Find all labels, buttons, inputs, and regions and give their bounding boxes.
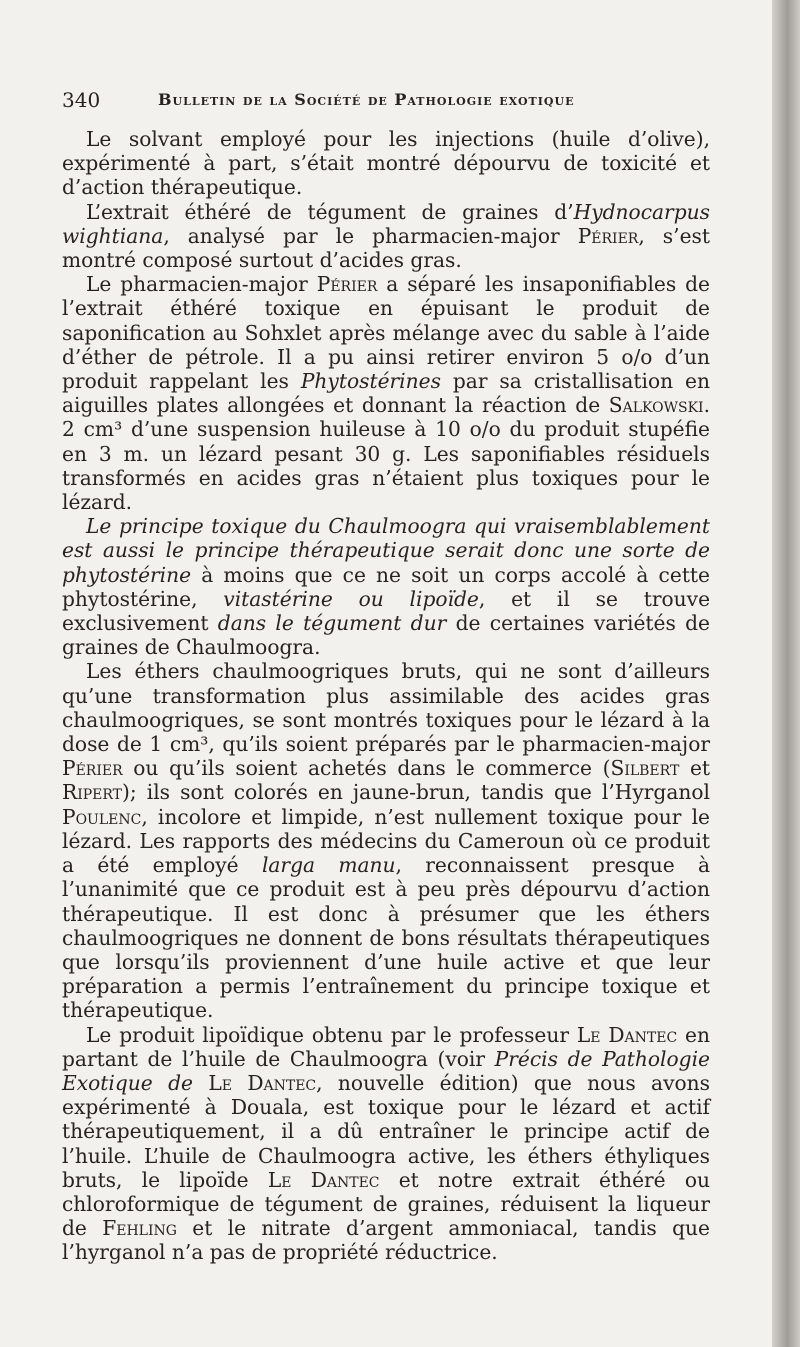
latin-larga-manu: larga manu <box>261 853 396 878</box>
p4-text-b: à moins que ce ne soit un corps accolé à cette phytostérine, <box>62 562 710 611</box>
author-le-dantec: Le Dantec <box>208 1070 317 1095</box>
p3-text-g: . 2 cm³ d’une suspension huileuse à 10 o/o du produit stupéfie en 3 m. un lézard pesant 30 g. Les saponifiables résiduels transformés en acides gras n’étaient plus toxiques pour le lézard. <box>62 393 710 515</box>
author-perier: Périer <box>62 756 123 781</box>
page-number: 340 <box>62 88 101 112</box>
name-poulenc: Poulenc <box>62 804 142 829</box>
author-salkowski: Salkowski <box>608 393 704 418</box>
p5-text-k: , reconnaissent presque à l’unanimité que ce produit est à peu près dépourvu d’action thérapeutique. Il est donc à présumer que les éthers chaulmoogriques ne donnent de bons résultats thérapeutiques que lorsqu’ils proviennent d’une huile active et que leur préparation a permis l’entraînement du principe toxique et thérapeutique. <box>62 853 710 1023</box>
paragraph-6 <box>62 1023 710 1265</box>
species-name: Hydnocarpus wightiana <box>62 199 710 248</box>
term-phytosterines: Phytostérines <box>300 369 441 394</box>
p6-text-e <box>193 1071 208 1095</box>
p6-text-c: en partant de l’huile de Chaulmoogra (voir <box>62 1022 711 1071</box>
p4-text-d: , et il se trouve exclusivement <box>62 586 711 636</box>
paragraph-2 <box>62 200 710 273</box>
p5-text-i: , incolore et limpide, n’est nullement toxique pour le lézard. Les rapports des médecins du Cameroun où ce produit a été employé <box>62 804 710 878</box>
p4-italic-e: dans le tégument dur <box>217 611 447 636</box>
p4-text-f: de certaines variétés de graines de Chaulmoogra. <box>62 611 710 660</box>
book-title: Précis de Pathologie Exotique de <box>62 1046 710 1095</box>
paragraph-4 <box>62 514 710 659</box>
p3-text-a: Le pharmacien-major <box>86 272 317 297</box>
page-gutter <box>772 0 800 1347</box>
paragraph-1-text: Le solvant employé pour les injections (huile d’olive), expérimenté à part, s’était montré dépourvu de toxicité et d’action thérapeutique. <box>62 127 710 200</box>
name-fehling: Fehling <box>102 1216 177 1241</box>
page-header <box>62 88 710 114</box>
paragraph-3 <box>62 272 710 514</box>
p4-italic-a: Le principe toxique du Chaulmoogra qui vraisemblablement est aussi le principe thérapeutique serait donc une sorte de phytostérine <box>62 514 710 587</box>
author-le-dantec: Le Dantec <box>576 1022 678 1047</box>
author-perier: Périer <box>577 223 639 248</box>
paragraph-1 <box>62 127 710 200</box>
paragraph-5 <box>62 659 710 1022</box>
p4-italic-c: vitastérine ou lipoïde <box>223 586 479 611</box>
p2-text-a: L’extrait éthéré de tégument de graines d’ <box>86 199 574 224</box>
name-silbert: Silbert <box>610 756 680 781</box>
p2-text-c: , analysé par le pharmacien-major <box>163 223 578 248</box>
p6-text-g: , nouvelle édition) que nous avons expérimenté à Douala, est toxique pour le lézard et actif thérapeutiquement, il a dû entraîner le principe actif de l’huile. L’huile de Chaulmoogra active, les éthers éthyliques bruts, le lipoïde <box>62 1070 710 1192</box>
p5-text-g: ); ils sont colorés en jaune-brun, tandis que l’Hyrganol <box>122 780 710 805</box>
p6-text-k: et le nitrate d’argent ammoniacal, tandis que l’hyrganol n’a pas de propriété réductrice. <box>62 1216 710 1265</box>
p5-text-e: et <box>679 756 710 781</box>
p3-text-e: par sa cristallisation en aiguilles plates allongées et donnant la réaction de <box>62 369 710 418</box>
p3-text-c: a séparé les insaponifiables de l’extrait éthéré toxique en épuisant le produit de saponification au Sohxlet après mélange avec du sable à l’aide d’éther de pétrole. Il a pu ainsi retirer environ 5 o/o d’un produit rappelant les <box>62 272 710 394</box>
body-text <box>62 127 710 1265</box>
running-title: Bulletin de la Société de Pathologie exotique <box>158 90 575 109</box>
p6-text-a: Le produit lipoïdique obtenu par le professeur <box>86 1022 577 1047</box>
author-perier: Périer <box>316 272 378 297</box>
author-le-dantec: Le Dantec <box>267 1167 380 1192</box>
p6-text-i: et notre extrait éthéré ou chloroformique de tégument de graines, réduisent la liqueur de <box>62 1167 710 1241</box>
p5-text-c: ou qu’ils soient achetés dans le commerce ( <box>122 756 611 781</box>
p5-text-a: Les éthers chaulmoogriques bruts, qui ne sont d’ailleurs qu’une transformation plus assimilable des acides gras chaulmoogriques, se sont montrés toxiques pour le lézard à la dose de 1 cm³, qu’ils soient préparés par le pharmacien-major <box>62 659 710 757</box>
name-ripert: Ripert <box>62 780 123 805</box>
p2-text-e: , s’est montré composé surtout d’acides gras. <box>62 223 710 273</box>
